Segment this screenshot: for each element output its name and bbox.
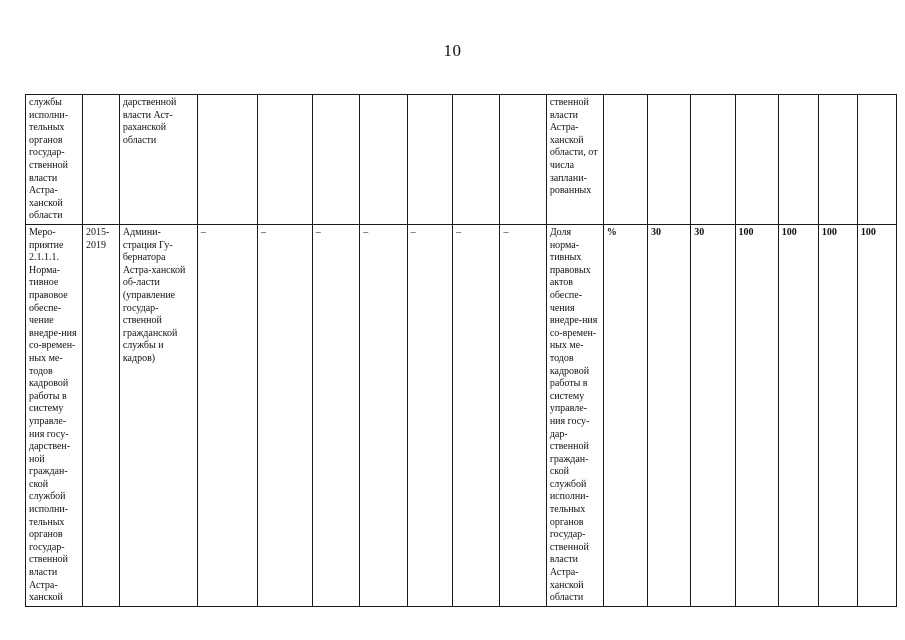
table-cell: Доля норма-тивных правовых актов обеспе-чения внедре-ния со-времен-ных ме-тодов кадровой работы в систему управле-ния госу-дар-ственной граждан-ской службой исполни-тельных органов государ-ственной власти Астра-ханской области	[546, 225, 603, 607]
table-cell	[312, 95, 359, 225]
table-cell: Админи-страция Гу-бернатора Астра-ханской об-ласти (управление государ-ственной гражданской службы и кадров)	[119, 225, 197, 607]
table-cell	[648, 95, 691, 225]
table-cell	[360, 225, 407, 607]
table-cell	[857, 95, 896, 225]
table-cell: службы исполни-тельных органов государ-ственной власти Астра-ханской области	[26, 95, 83, 225]
unit-label: %	[606, 227, 617, 238]
indicator-value: 100	[860, 227, 876, 238]
indicator-value: 100	[821, 227, 837, 238]
dash-mark: –	[315, 227, 321, 238]
table-cell	[603, 95, 647, 225]
table-cell	[500, 225, 546, 607]
table-cell	[197, 225, 257, 607]
table-cell	[691, 95, 735, 225]
dash-mark: –	[260, 227, 266, 238]
table-cell	[453, 95, 500, 225]
table-cell	[257, 95, 312, 225]
table-cell	[735, 225, 778, 607]
indicator-value: 30	[694, 227, 705, 238]
table-row	[26, 225, 897, 607]
table-cell	[453, 225, 500, 607]
table-cell: ственной власти Астра-ханской области, от числа заплани-рованных	[546, 95, 603, 225]
dash-mark: –	[410, 227, 416, 238]
table-cell	[778, 225, 818, 607]
table-cell	[197, 95, 257, 225]
table-cell	[82, 95, 119, 225]
indicator-value: 30	[651, 227, 662, 238]
table-cell	[312, 225, 359, 607]
table-cell: 2015-2019	[82, 225, 119, 607]
indicator-value: 100	[781, 227, 797, 238]
table-cell	[407, 225, 452, 607]
dash-mark: –	[456, 227, 461, 238]
table-cell: дарственной власти Аст-раханской области	[119, 95, 197, 225]
table-cell	[648, 225, 691, 607]
table-cell	[818, 225, 857, 607]
table-cell	[407, 95, 452, 225]
dash-mark: –	[363, 227, 369, 238]
table-cell	[257, 225, 312, 607]
table-cell	[818, 95, 857, 225]
table-row	[26, 95, 897, 225]
table-cell	[603, 225, 647, 607]
table-cell	[691, 225, 735, 607]
table-cell	[857, 225, 896, 607]
dash-mark: –	[200, 227, 206, 238]
table-cell: Меро-приятие 2.1.1.1. Норма-тивное правовое обеспе-чение внедре-ния со-времен-ных ме-тодов кадровой работы в систему управле-ния госу-дарствен-ной граждан-ской службой исполни-тельных органов государ-ственной власти Астра-ханской	[26, 225, 83, 607]
page-number: 10	[443, 41, 462, 60]
table-cell	[500, 95, 546, 225]
indicator-value: 100	[738, 227, 754, 238]
measures-table	[25, 94, 897, 607]
dash-mark: –	[503, 227, 509, 238]
table-cell	[735, 95, 778, 225]
table-cell	[360, 95, 407, 225]
table-cell	[778, 95, 818, 225]
